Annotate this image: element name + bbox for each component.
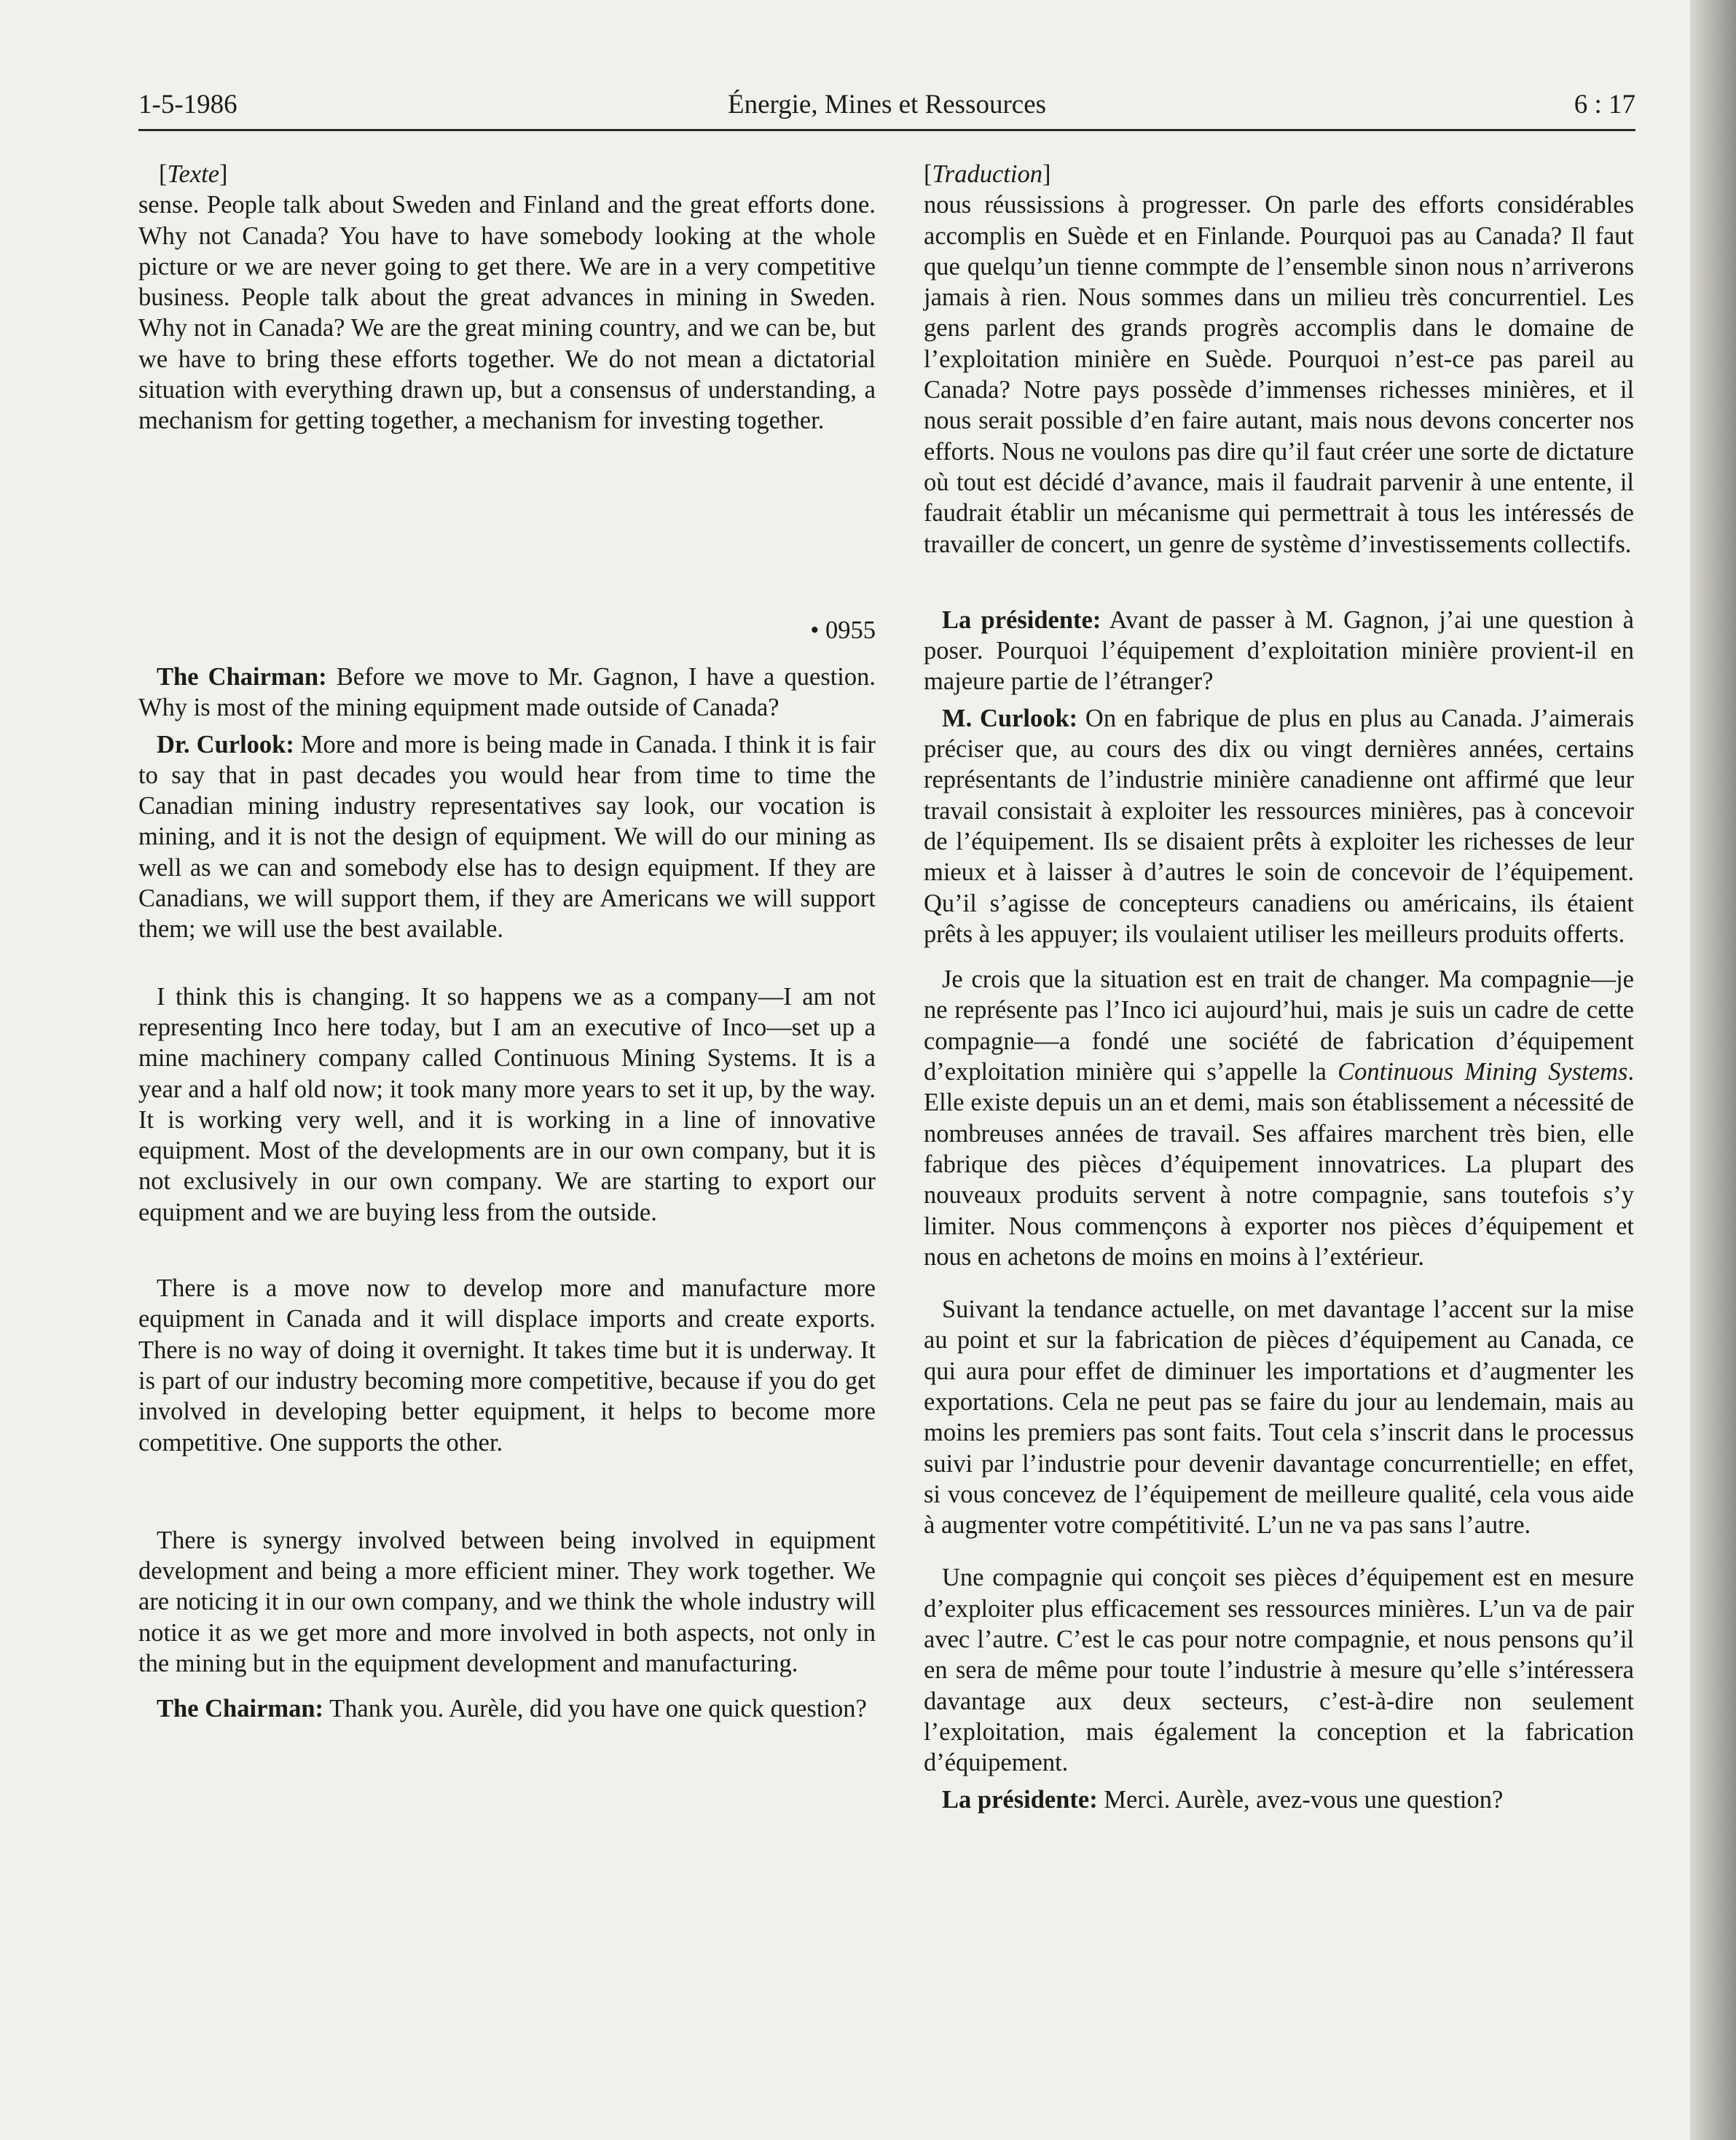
french-column-tag: [Traduction] <box>924 160 1051 188</box>
header-date: 1-5-1986 <box>138 90 237 119</box>
french-paragraph-4: Une compagnie qui conçoit ses pièces d’équipement est en mesure d’exploiter plus efficacement ses ressources minières. L’un va de pair avec l’autre. C’est le cas pour notre compagnie, et nous pensons qu’il en sera de même pour toute l’industrie à mesure qu’elle s’intéressera davantage aux deux secteurs, c’est-à-dire non seulement l’exploitation, mais également la conception et la fabrication d’équipement. <box>924 1564 1634 1777</box>
english-paragraph-1: sense. People talk about Sweden and Finland and the great efforts done. Why not Canada? You have to have somebody looking at the whole picture or we are never going to get there. We are in a very competitive business. People talk about the great advances in mining in Sweden. Why not in Canada? We are the great mining country, and we can be, but we have to bring these efforts together. We do not mean a dictatorial situation with everything drawn up, but a consensus of understanding, a mechanism for getting together, a mechanism for investing together. <box>138 191 876 435</box>
french-paragraph-3: Suivant la tendance actuelle, on met davantage l’accent sur la mise au point et sur la fabrication de pièces d’équipement au Canada, ce qui aura pour effet de diminuer les importations et d’augmenter les exportations. Cela ne peut pas se faire du jour au lendemain, mais au moins les premiers pas sont faits. Tout cela s’inscrit dans le processus suivi par l’industrie pour devenir davantage concurrentielle; en effet, si vous concevez de l’équipement de meilleure qualité, cela vous aide à augmenter votre compétitivité. L’un ne va pas sans l’autre. <box>924 1296 1634 1540</box>
english-column <box>138 159 876 1725</box>
english-paragraph-4: There is synergy involved between being involved in equipment development and being a more efficient miner. They work together. We are noticing it in our own company, and we think the whole industry will notice it as we get more and more involved in both aspects, not only in the mining but in the equipment development and manufacturing. <box>138 1526 876 1677</box>
page-header <box>138 89 1635 133</box>
header-title: Énergie, Mines et Ressources <box>727 90 1047 119</box>
time-marker: • 0955 <box>810 616 876 644</box>
french-chair-question: La présidente: Avant de passer à M. Gagnon, j’ai une question à poser. Pourquoi l’équipement d’exploitation minière provient-il en majeure partie de l’étranger? <box>924 605 1634 696</box>
header-rule <box>138 129 1635 131</box>
english-paragraph-3: There is a move now to develop more and manufacture more equipment in Canada and it will displace imports and create exports. There is no way of doing it overnight. It takes time but it is underway. It is part of our industry becoming more competitive, because if you do get involved in developing better equipment, it helps to become more competitive. One supports the other. <box>138 1274 876 1457</box>
english-curlook-answer: Dr. Curlook: More and more is being made in Canada. I think it is fair to say that in past decades you would hear from time to time the Canadian mining industry representatives say look, our vocation is mining, and it is not the design of equipment. We will do our mining as well as we can and somebody else has to design equipment. If they are Canadians, we will support them, if they are Americans we will support them; we will use the best available. <box>138 730 876 944</box>
french-paragraph-2: Je crois que la situation est en trait de changer. Ma compagnie—je ne représente pas l’Inco ici aujourd’hui, mais je suis un cadre de cette compagnie—a fondé une société de fabrication d’équipement d’exploitation minière qui s’appelle la Continuous Mining Systems. Elle existe depuis un an et demi, mais son établissement a nécessité de nombreuses années de travail. Ses affaires marchent très bien, elle fabrique des pièces d’équipement innovatrices. La plupart des nouveaux produits servent à notre compagnie, sans toutefois s’y limiter. Nous commençons à exporter nos pièces d’équipement et nous en achetons de moins en moins à l’extérieur. <box>924 965 1635 1271</box>
english-paragraph-2: I think this is changing. It so happens we as a company—I am not representing Inco here today, but I am an executive of Inco—set up a mine machinery company called Continuous Mining Systems. It is a year and a half old now; it took many more years to set it up, by the way. It is working very well, and it is working in a line of innovative equipment. Most of the developments are in our own company, but it is not exclusively in our own company. We are starting to export our equipment and we are buying less from the outside. <box>138 982 876 1226</box>
book-spine-shadow <box>1690 0 1736 2140</box>
french-chair-closing: La présidente: Merci. Aurèle, avez-vous une question? <box>942 1785 1504 1814</box>
french-paragraph-1: nous réussissions à progresser. On parle des efforts considérables accomplis en Suède et en Finlande. Pourquoi pas au Canada? Il faut que quelqu’un tienne commpte de l’ensemble sinon nous n’arriverons jamais à rien. Nous sommes dans un milieu très concurrentiel. Les gens parlent des grands progrès accomplis dans le domaine de l’exploitation minière en Suède. Pourquoi n’est-ce pas pareil au Canada? Notre pays possède d’immenses richesses minières, et il nous serait possible d’en faire autant, mais nous devons concerter nos efforts. Nous ne voulons pas dire qu’il faut créer une sorte de dictature où tout est décidé d’avance, mais il faudrait parvenir à une entente, il faudrait établir un mécanisme qui permettrait à tous les intéressés de travailler de concert, un genre de système d’investissements collectifs. <box>924 191 1634 558</box>
speaker-label: La présidente: <box>942 1785 1098 1814</box>
speaker-label: The Chairman: <box>157 662 327 691</box>
english-chair-closing: The Chairman: Thank you. Aurèle, did you have one quick question? <box>157 1695 867 1723</box>
speaker-label: M. Curlook: <box>942 704 1078 732</box>
speaker-label: La présidente: <box>942 605 1101 634</box>
french-curlook-answer: M. Curlook: On en fabrique de plus en plus au Canada. J’aimerais préciser que, au cours des dix ou vingt dernières années, certains représentants de l’industrie minière canadienne ont affirmé que leur travail consistait à exploiter les ressources minières, pas à concevoir de l’équipement. Ils se disaient prêts à exploiter les richesses de leur mieux et à laisser à d’autres le soin de concevoir de l’équipement. Qu’il s’agisse de concepteurs canadiens ou américains, ils étaient prêts à les appuyer; ils voulaient utiliser les meilleurs produits offerts. <box>924 704 1634 948</box>
speaker-label: The Chairman: <box>157 1695 324 1723</box>
english-column-tag: [Texte] <box>159 160 228 188</box>
header-page-number: 6 : 17 <box>1574 90 1635 119</box>
speaker-label: Dr. Curlook: <box>157 730 294 759</box>
company-name: Continuous Mining Systems <box>1338 1058 1628 1086</box>
french-column <box>924 159 1634 1815</box>
english-chair-question: The Chairman: Before we move to Mr. Gagnon, I have a question. Why is most of the mining equipment made outside of Canada? <box>138 662 876 722</box>
